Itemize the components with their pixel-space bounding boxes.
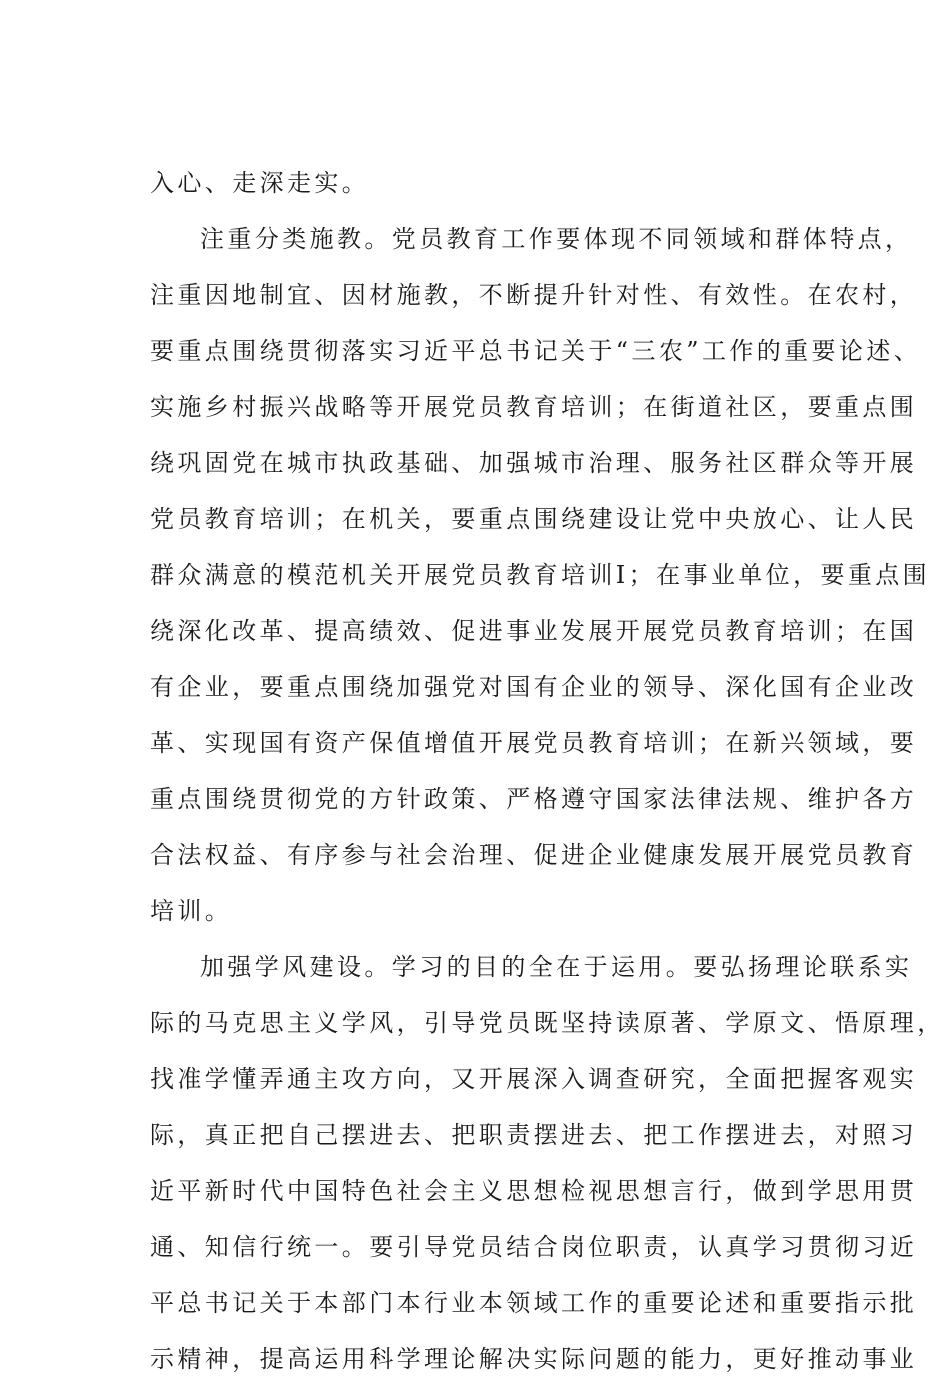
text-line: 际，真正把自己摆进去、把职责摆进去、把工作摆进去，对照习: [150, 1121, 918, 1149]
text-line: 群众满意的模范机关开展党员教育培训I；在事业单位，要重点围: [150, 561, 931, 589]
text-line: 党员教育培训；在机关，要重点围绕建设让党中央放心、让人民: [150, 505, 918, 533]
text-line: 平总书记关于本部门本行业本领域工作的重要论述和重要指示批: [150, 1289, 918, 1317]
text-line: 合法权益、有序参与社会治理、促进企业健康发展开展党员教育: [150, 841, 918, 869]
text-line: 示精神，提高运用科学理论解决实际问题的能力，更好推动事业: [150, 1345, 918, 1373]
text-line: 革、实现国有资产保值增值开展党员教育培训；在新兴领域，要: [150, 729, 918, 757]
paragraph-start-line: 加强学风建设。学习的目的全在于运用。要弘扬理论联系实: [200, 953, 913, 981]
text-line: 重点围绕贯彻党的方针政策、严格遵守国家法律法规、维护各方: [150, 785, 918, 813]
text-line: 培训。: [150, 897, 233, 925]
text-line: 有企业，要重点围绕加强党对国有企业的领导、深化国有企业改: [150, 673, 918, 701]
text-line: 入心、走深走实。: [150, 169, 370, 197]
text-line: 绕巩固党在城市执政基础、加强城市治理、服务社区群众等开展: [150, 449, 918, 477]
text-line: 际的马克思主义学风，引导党员既坚持读原著、学原文、悟原理，: [150, 1009, 945, 1037]
text-line: 实施乡村振兴战略等开展党员教育培训；在街道社区，要重点围: [150, 393, 918, 421]
text-line: 要重点围绕贯彻落实习近平总书记关于“三农”工作的重要论述、: [150, 337, 922, 365]
text-line: 近平新时代中国特色社会主义思想检视思想言行，做到学思用贯: [150, 1177, 918, 1205]
body-text: [150, 155, 945, 1387]
paragraph-start-line: 注重分类施教。党员教育工作要体现不同领域和群体特点，: [200, 225, 913, 253]
text-line: 通、知信行统一。要引导党员结合岗位职责，认真学习贯彻习近: [150, 1233, 918, 1261]
text-line: 找准学懂弄通主攻方向，又开展深入调查研究，全面把握客观实: [150, 1065, 918, 1093]
text-line: 注重因地制宜、因材施教，不断提升针对性、有效性。在农村，: [150, 281, 918, 309]
text-line: 绕深化改革、提高绩效、促进事业发展开展党员教育培训；在国: [150, 617, 918, 645]
